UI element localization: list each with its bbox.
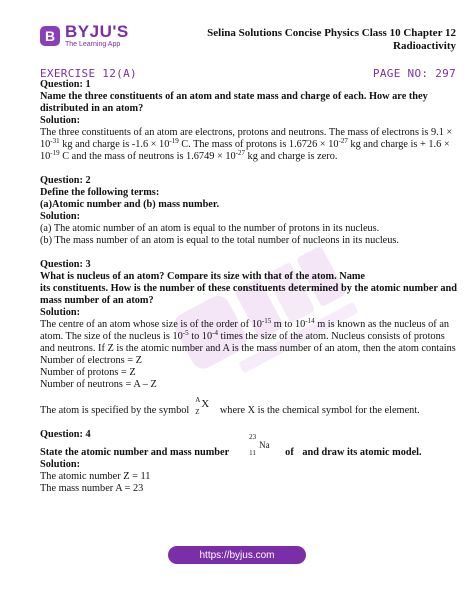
q3-label: Question: 3 [40, 259, 91, 270]
q3-answer-text: The centre of an atom whose size is of the order of 10 [40, 319, 262, 330]
q1-exponent: -19 [169, 137, 179, 145]
mass-number-sup: 23 [249, 433, 257, 441]
q4-question-text: State the atomic number and mass number [40, 447, 230, 458]
q1-question: Name the three constituents of an atom and state mass and charge of each. How are they distributed in an atom? [40, 91, 428, 114]
element-symbol: Na [259, 440, 270, 450]
q4-question-text: and draw its atomic model. [302, 447, 422, 458]
title-line-2: Radioactivity [393, 40, 456, 52]
mass-number-sup: A [195, 396, 201, 404]
brand-tagline: The Learning App [65, 41, 121, 48]
q1-answer-text: kg and charge is + 1.6 × 10 [40, 139, 450, 162]
q1-exponent: -27 [235, 149, 245, 157]
q1-exponent: -27 [338, 137, 348, 145]
atomic-number-sub: Z [195, 408, 200, 416]
brand-name: BYJU'S [65, 22, 129, 41]
q2-answer-b: (b) The mass number of an atom is equal to the total number of nucleons in its nucleus. [40, 235, 399, 246]
q3-answer-text: m to 10 [271, 319, 306, 330]
q4-solution-label: Solution: [40, 459, 81, 470]
q3-solution-label: Solution: [40, 307, 81, 318]
q1-label: Question: 1 [40, 79, 91, 90]
q1-answer-text: The three constituents of an atom are electrons, protons and neutrons. The mass of electrons is 9.1 × 10 [40, 127, 453, 150]
q3-electrons-line: Number of electrons = Z [40, 355, 142, 366]
sodium-symbol [249, 433, 277, 457]
q3-answer-text: times the size of the atom. Nucleus consists of protons and neutrons. If Z is the atomic number and A is the mass number of an atom, then the atom contains [40, 331, 456, 354]
q2-solution-label: Solution: [40, 211, 81, 222]
q3-symbol-text: The atom is specified by the symbol [40, 405, 190, 416]
q3-answer-text: to 10 [188, 331, 213, 342]
q2-label: Question: 2 [40, 175, 91, 186]
q1-solution-label: Solution: [40, 115, 81, 126]
content [40, 79, 460, 507]
q1-exponent: -31 [50, 137, 60, 145]
q1-answer [40, 127, 460, 163]
q3-protons-line: Number of protons = Z [40, 367, 136, 378]
q3-answer [40, 319, 460, 355]
q4-question-text: of [285, 447, 294, 458]
exercise-line [40, 67, 456, 79]
document-title [176, 27, 456, 53]
q3-exponent: -5 [182, 329, 189, 337]
q3-question-line-2: its constituents. How is the number of these constituents determined by the atomic number and mass number of an atom? [40, 283, 457, 306]
q1-exponent: -19 [50, 149, 60, 157]
q3-symbol-line [40, 396, 460, 417]
q1-answer-text: C. The mass of protons is 1.6726 × 10 [178, 139, 339, 150]
q3-neutrons-line: Number of neutrons = A – Z [40, 379, 157, 390]
q2-answer-a: (a) The atomic number of an atom is equal to the number of protons in its nucleus. [40, 223, 380, 234]
q2-question-line-1: Define the following terms: [40, 187, 160, 198]
footer-url[interactable]: https://byjus.com [199, 549, 275, 561]
nuclide-symbol [195, 396, 211, 416]
q1-answer-text: C and the mass of neutrons is 1.6749 × 10 [59, 151, 236, 162]
q3-symbol-text: where X is the chemical symbol for the element. [217, 405, 420, 416]
title-line-1: Selina Solutions Concise Physics Class 10 Chapter 12 [207, 27, 456, 39]
logo-b-icon: B [40, 26, 60, 46]
q1-answer-text: kg and charge is -1.6 × 10 [59, 139, 170, 150]
q4-answer-a: The atomic number Z = 11 [40, 471, 151, 482]
element-symbol: X [201, 398, 210, 410]
atomic-number-sub: 11 [249, 449, 256, 457]
q4-label: Question: 4 [40, 429, 91, 440]
q3-answer-text: m is known as the nucleus of an atom. The size of the nucleus is 10 [40, 319, 450, 342]
page-number: PAGE NO: 297 [372, 67, 456, 80]
question-2 [40, 175, 460, 247]
footer-url-badge[interactable] [168, 546, 306, 564]
q3-exponent: -14 [305, 317, 315, 325]
exercise-label: EXERCISE 12(A) [40, 67, 137, 80]
question-4 [40, 429, 460, 495]
brand-logo [40, 23, 129, 48]
q3-question-line-1: What is nucleus of an atom? Compare its size with that of the atom. Name [40, 271, 365, 282]
q3-exponent: -4 [212, 329, 218, 337]
q2-question-line-2: (a)Atomic number and (b) mass number. [40, 199, 220, 210]
q1-answer-text: kg and charge is zero. [244, 151, 338, 162]
q3-exponent: -15 [261, 317, 272, 325]
question-3 [40, 259, 460, 417]
q4-answer-b: The mass number A = 23 [40, 483, 144, 494]
question-1 [40, 79, 460, 163]
